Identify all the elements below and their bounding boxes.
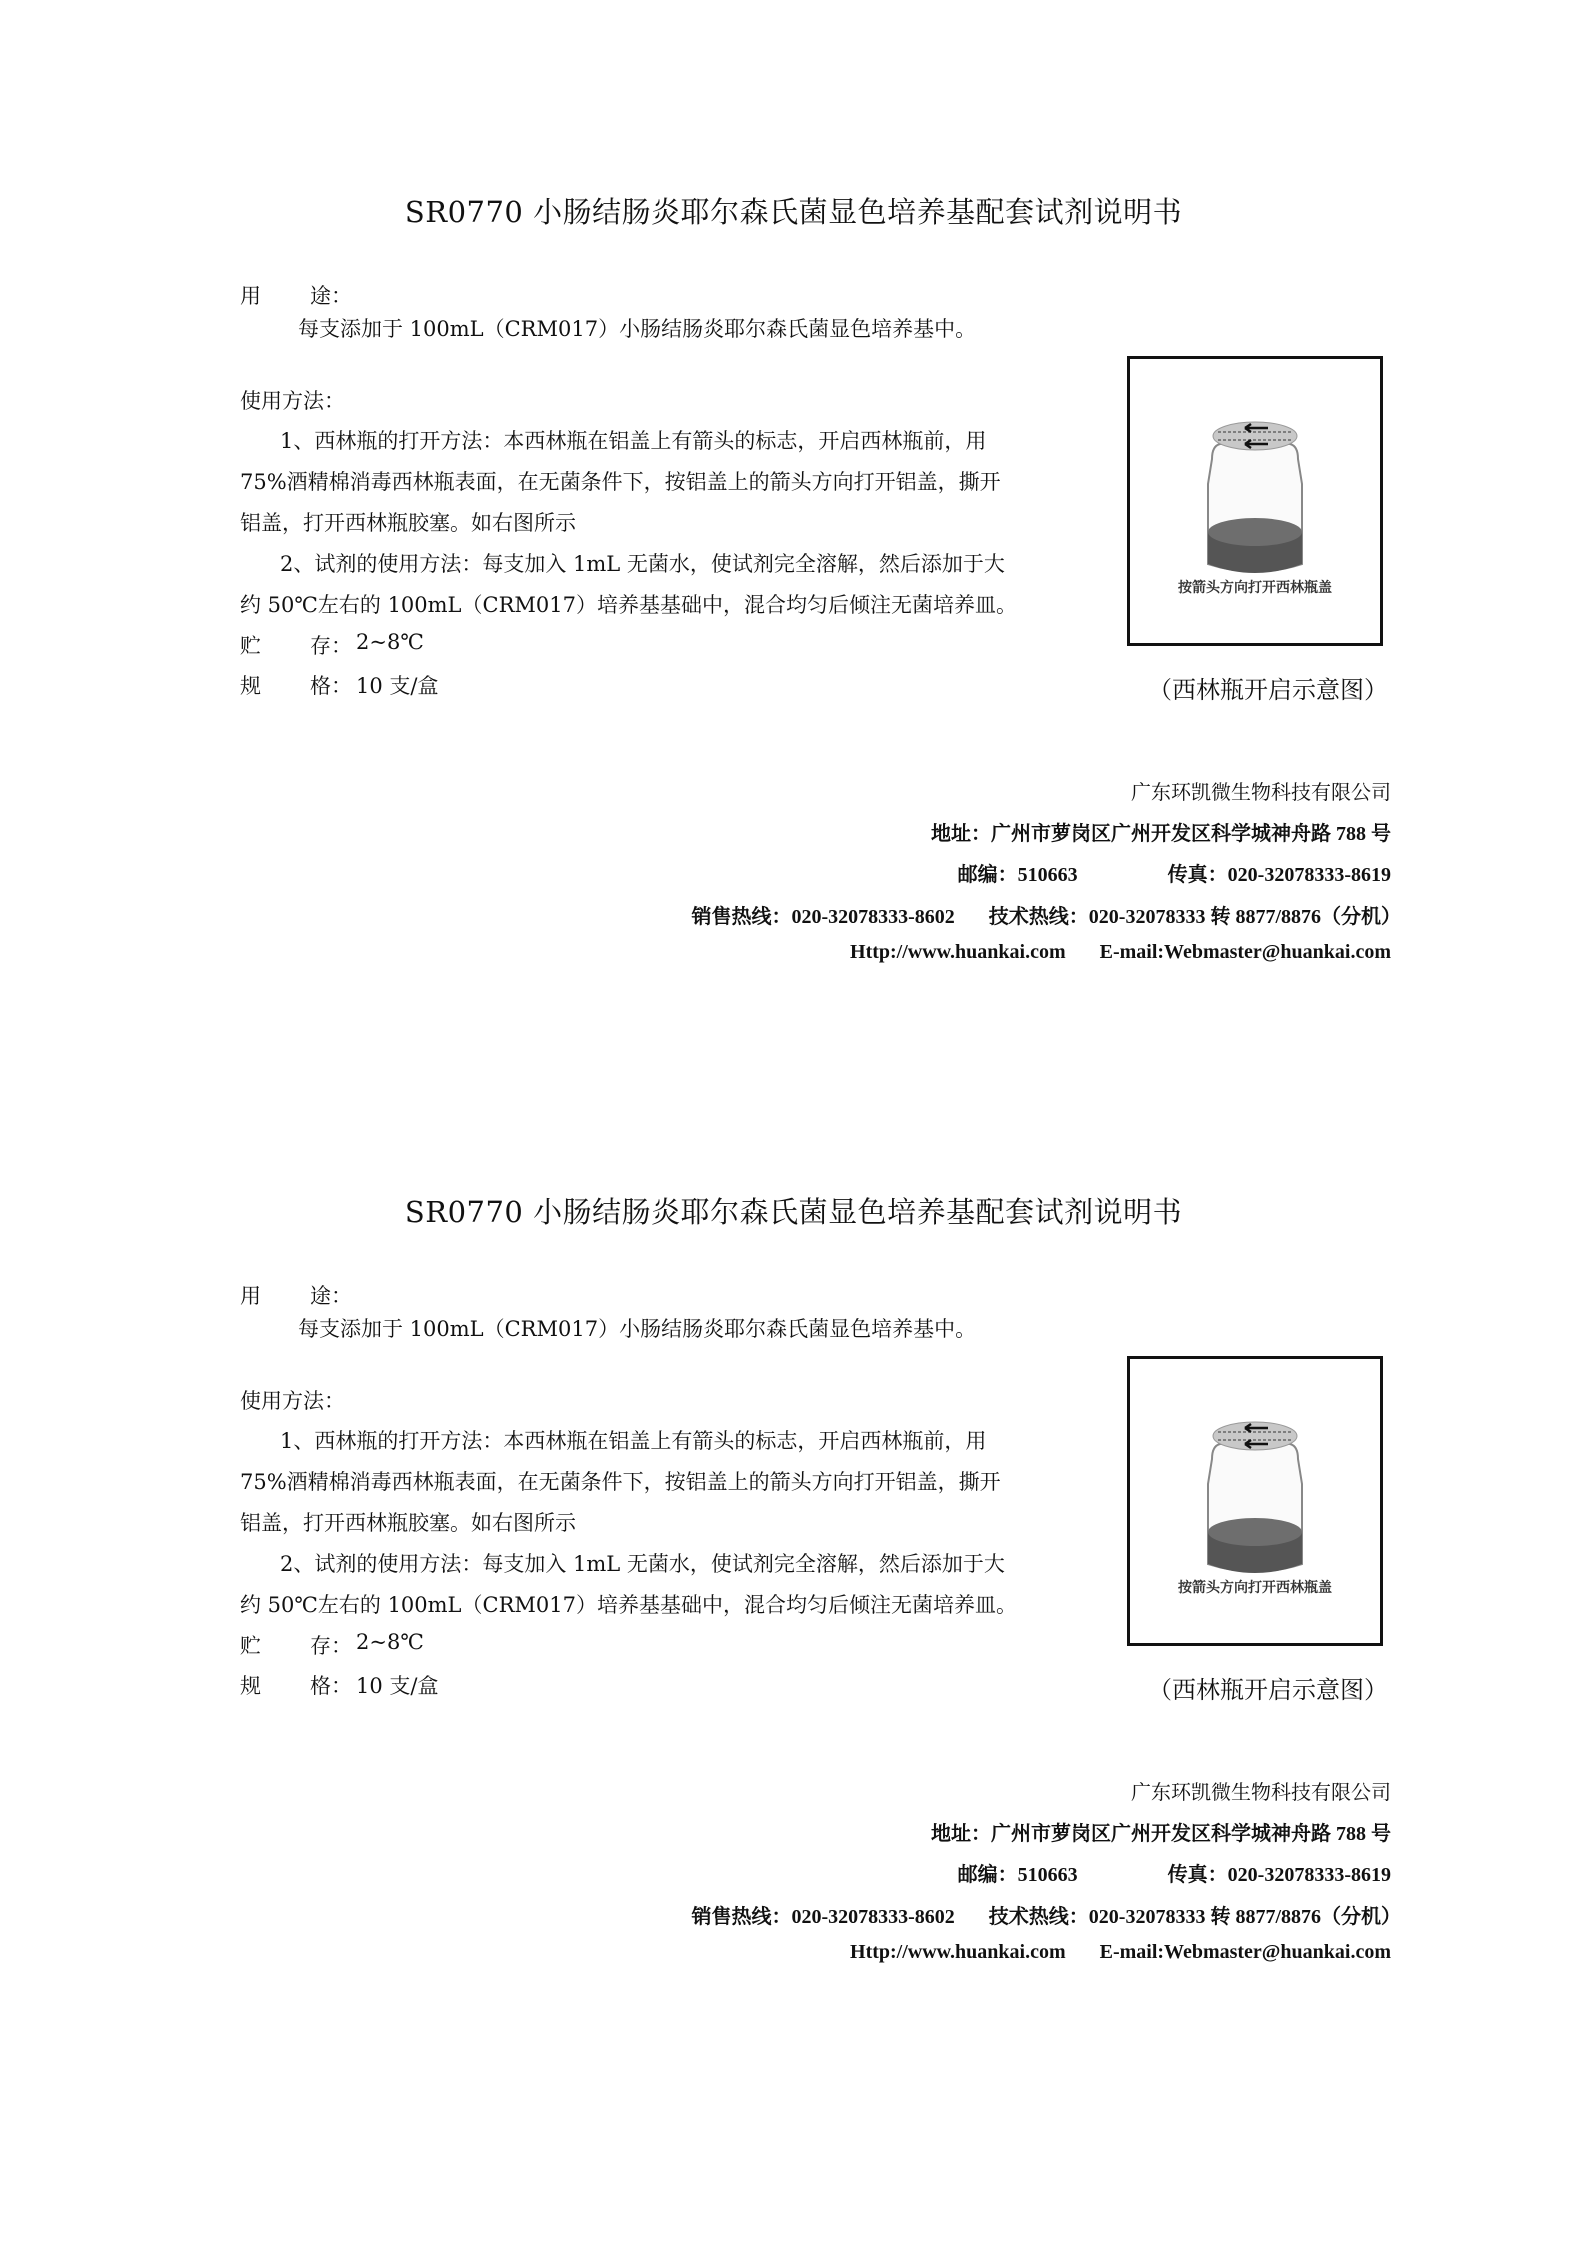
hotline-line: [691, 1900, 1401, 1929]
instruction-sheet-1: [0, 0, 1587, 1000]
tech-hotline: 技术热线：020-32078333 转 8877/8876（分机）: [988, 1906, 1401, 1928]
vial-figure-label: 按箭头方向打开西林瓶盖: [1178, 1580, 1332, 1596]
spec-value: 10 支/盒: [356, 1674, 439, 1698]
usage-label-2: 途：: [310, 284, 352, 308]
vial-with-arrow-cap-icon: [1190, 414, 1320, 584]
method-step2-line2: 约 50℃左右的 100mL（CRM017）培养基基础中，混合均匀后倾注无菌培养皿。: [240, 1593, 1017, 1617]
postcode-fax-line: [958, 1858, 1391, 1887]
vial-figure: [1127, 356, 1383, 646]
vial-figure-label: 按箭头方向打开西林瓶盖: [1178, 580, 1332, 596]
hotline-line: [691, 900, 1401, 929]
tech-hotline: 技术热线：020-32078333 转 8877/8876（分机）: [988, 906, 1401, 928]
storage-value: 2~8℃: [356, 1630, 424, 1654]
company-name: 广东环凯微生物科技有限公司: [1131, 1782, 1391, 1804]
figure-caption: （西林瓶开启示意图）: [1148, 1676, 1388, 1704]
postcode: 邮编：510663: [957, 1864, 1078, 1886]
sales-hotline: 销售热线：020-32078333-8602: [691, 906, 955, 928]
vial-figure: [1127, 1356, 1383, 1646]
web-email-line: [850, 1941, 1391, 1964]
storage-label-2: 存：: [310, 1634, 352, 1658]
email-link[interactable]: E-mail:Webmaster@huankai.com: [1099, 1941, 1391, 1963]
web-email-line: [850, 941, 1391, 964]
sales-hotline: 销售热线：020-32078333-8602: [691, 1906, 955, 1928]
spec-label-2: 格：: [310, 674, 352, 698]
method-step2-line2: 约 50℃左右的 100mL（CRM017）培养基基础中，混合均匀后倾注无菌培养皿。: [240, 593, 1017, 617]
method-step2-line1: 2、试剂的使用方法：每支加入 1mL 无菌水，使试剂完全溶解，然后添加于大: [280, 1552, 1005, 1576]
storage-label-1: 贮: [240, 634, 261, 658]
spec-label-2: 格：: [310, 1674, 352, 1698]
storage-label-2: 存：: [310, 634, 352, 658]
method-heading: 使用方法：: [240, 1389, 345, 1413]
instruction-sheet-2: [0, 1000, 1587, 2000]
spec-value: 10 支/盒: [356, 674, 439, 698]
postcode-fax-line: [958, 858, 1391, 887]
document-title: SR0770 小肠结肠炎耶尔森氏菌显色培养基配套试剂说明书: [404, 195, 1183, 229]
method-step1-line1: 1、西林瓶的打开方法：本西林瓶在铝盖上有箭头的标志，开启西林瓶前，用: [280, 1429, 987, 1453]
website-link[interactable]: Http://www.huankai.com: [850, 1941, 1066, 1963]
fax: 传真：020-32078333-8619: [1167, 864, 1391, 886]
storage-value: 2~8℃: [356, 630, 424, 654]
method-step1-line3: 铝盖，打开西林瓶胶塞。如右图所示: [240, 511, 576, 535]
document-title: SR0770 小肠结肠炎耶尔森氏菌显色培养基配套试剂说明书: [404, 1195, 1183, 1229]
usage-text: 每支添加于 100mL（CRM017）小肠结肠炎耶尔森氏菌显色培养基中。: [298, 1317, 977, 1341]
fax: 传真：020-32078333-8619: [1167, 1864, 1391, 1886]
usage-text: 每支添加于 100mL（CRM017）小肠结肠炎耶尔森氏菌显色培养基中。: [298, 317, 977, 341]
usage-label-2: 途：: [310, 1284, 352, 1308]
storage-label-1: 贮: [240, 1634, 261, 1658]
method-step1-line2: 75%酒精棉消毒西林瓶表面，在无菌条件下，按铝盖上的箭头方向打开铝盖，撕开: [240, 470, 1001, 494]
company-name: 广东环凯微生物科技有限公司: [1131, 782, 1391, 804]
spec-label-1: 规: [240, 674, 261, 698]
usage-label-1: 用: [240, 1284, 261, 1308]
method-step2-line1: 2、试剂的使用方法：每支加入 1mL 无菌水，使试剂完全溶解，然后添加于大: [280, 552, 1005, 576]
website-link[interactable]: Http://www.huankai.com: [850, 941, 1066, 963]
usage-label-1: 用: [240, 284, 261, 308]
email-link[interactable]: E-mail:Webmaster@huankai.com: [1099, 941, 1391, 963]
vial-with-arrow-cap-icon: [1190, 1414, 1320, 1584]
company-address: 地址：广州市萝岗区广州开发区科学城神舟路 788 号: [931, 823, 1391, 845]
spec-label-1: 规: [240, 1674, 261, 1698]
postcode: 邮编：510663: [957, 864, 1078, 886]
figure-caption: （西林瓶开启示意图）: [1148, 676, 1388, 704]
method-step1-line1: 1、西林瓶的打开方法：本西林瓶在铝盖上有箭头的标志，开启西林瓶前，用: [280, 429, 987, 453]
method-step1-line2: 75%酒精棉消毒西林瓶表面，在无菌条件下，按铝盖上的箭头方向打开铝盖，撕开: [240, 1470, 1001, 1494]
company-address: 地址：广州市萝岗区广州开发区科学城神舟路 788 号: [931, 1823, 1391, 1845]
method-step1-line3: 铝盖，打开西林瓶胶塞。如右图所示: [240, 1511, 576, 1535]
method-heading: 使用方法：: [240, 389, 345, 413]
